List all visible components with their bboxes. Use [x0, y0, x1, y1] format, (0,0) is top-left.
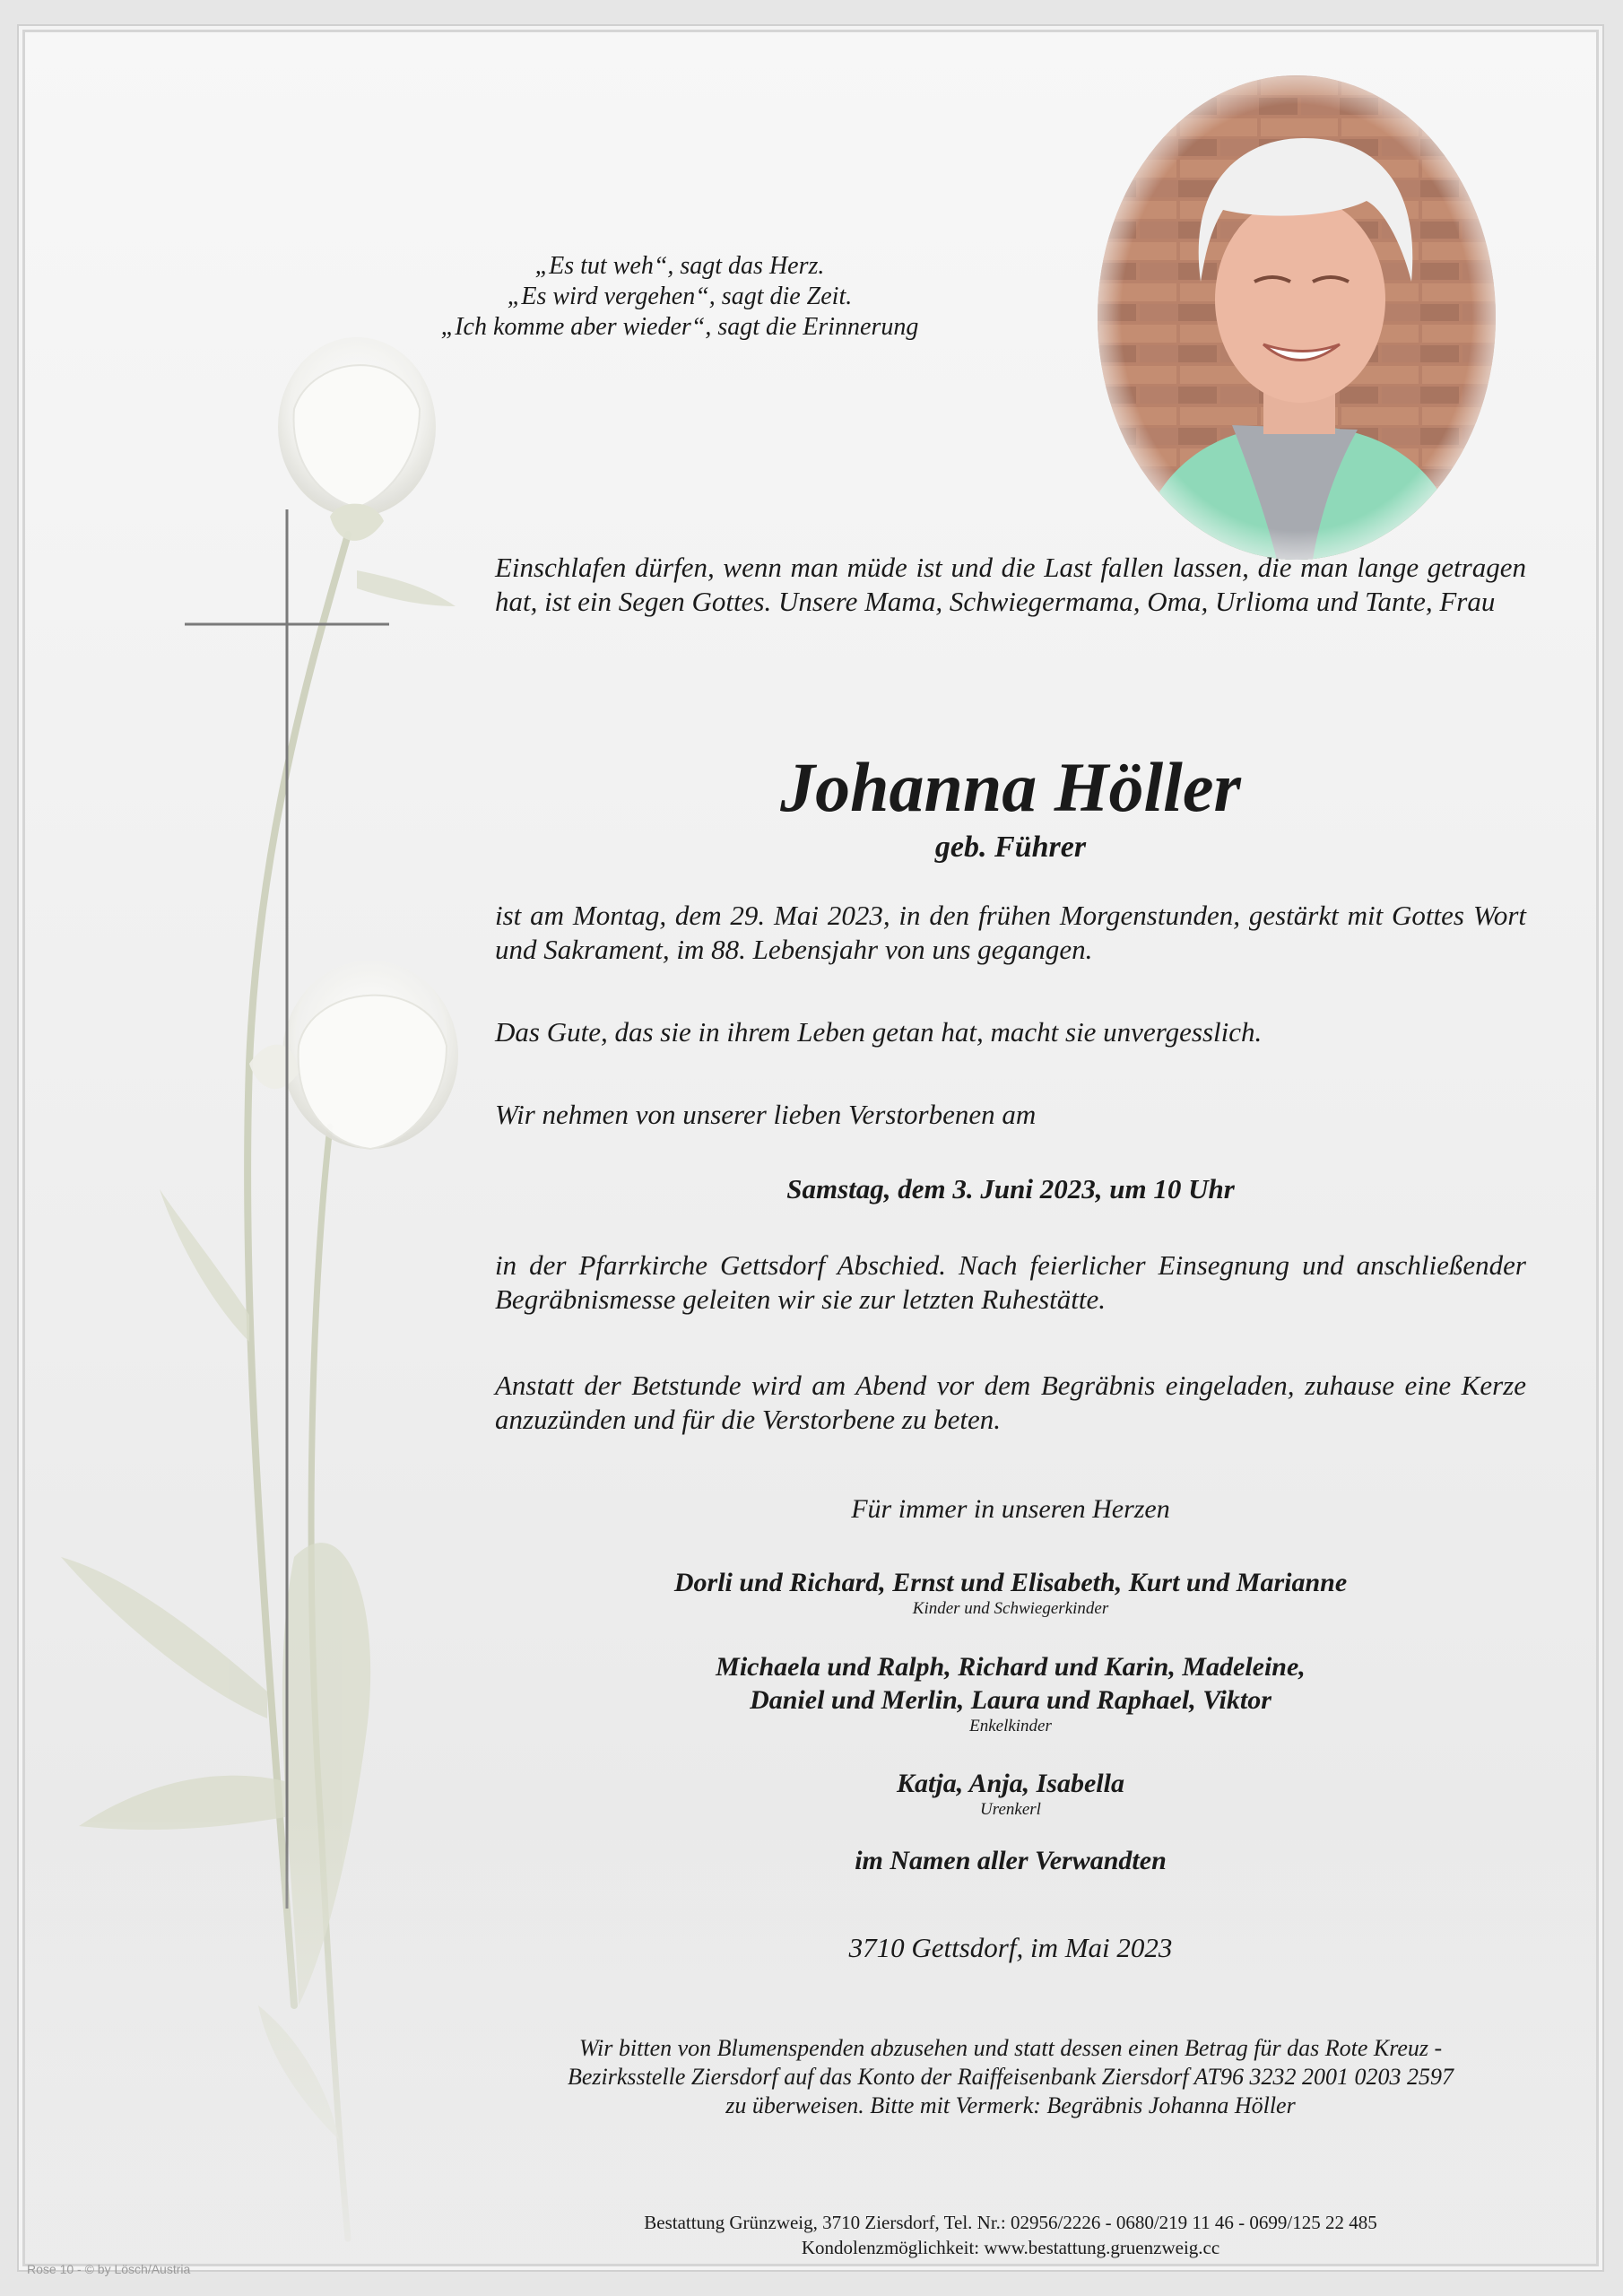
portrait-photo [1098, 75, 1496, 560]
donation-request [495, 2034, 1526, 2120]
image-credit: Rose 10 - © by Lösch/Austria [27, 2262, 191, 2276]
service-datetime: Samstag, dem 3. Juni 2023, um 10 Uhr [786, 1173, 1235, 1205]
farewell-intro: Wir nehmen von unserer lieben Verstorbenen am [495, 1099, 1037, 1130]
maiden-name: geb. Führer [934, 831, 1087, 864]
place-date: 3710 Gettsdorf, im Mai 2023 [848, 1932, 1173, 1963]
funeral-home-footer [495, 2210, 1526, 2260]
quote-line: „Es tut weh“, sagt das Herz. [534, 252, 825, 280]
poem-quote [411, 251, 949, 343]
children-label: Kinder und Schwiegerkinder [912, 1599, 1109, 1618]
obituary-page [25, 32, 1596, 2264]
prayer-note: Anstatt der Betstunde wird am Abend vor dem Begräbnis eingeladen, zuhause eine Kerze anzuzünden und für die Verstorbene zu beten. [495, 1370, 1526, 1435]
funeral-home-contact: Bestattung Grünzweig, 3710 Ziersdorf, Tel. Nr.: 02956/2226 - 0680/219 11 46 - 0699/125 22 485 [644, 2212, 1377, 2233]
intro-paragraph: Einschlafen dürfen, wenn man müde ist und die Last fallen lassen, die man lange getragen hat, ist ein Segen Gottes. Unsere Mama, Schwiegermama, Oma, Urlioma und Tante, Frau [495, 552, 1526, 617]
children-names: Dorli und Richard, Ernst und Elisabeth, Kurt und Marianne [673, 1568, 1348, 1597]
mourners-great-grandchildren [495, 1767, 1526, 1820]
donation-line: zu überweisen. Bitte mit Vermerk: Begräbnis Johanna Höller [725, 2092, 1296, 2118]
donation-line: Bezirksstelle Ziersdorf auf das Konto der Raiffeisenbank Ziersdorf AT96 3232 2001 0203 2597 [568, 2064, 1454, 2090]
portrait-photo-icon [1098, 75, 1496, 560]
relatives-line: im Namen aller Verwandten [855, 1846, 1167, 1875]
mourners-grandchildren [495, 1650, 1526, 1736]
forever-line: Für immer in unseren Herzen [851, 1494, 1170, 1524]
grandchildren-label: Enkelkinder [969, 1717, 1052, 1735]
deceased-name: Johanna Höller [780, 748, 1241, 826]
grandchildren-names-line1: Michaela und Ralph, Richard und Karin, Madeleine, [716, 1652, 1306, 1682]
mourners-children [495, 1566, 1526, 1619]
great-grandchildren-label: Urenkerl [980, 1800, 1041, 1819]
service-place: in der Pfarrkirche Gettsdorf Abschied. Nach feierlicher Einsegnung und anschließender Begräbnismesse geleiten wir sie zur letzten Ruhestätte. [495, 1249, 1526, 1315]
great-grandchildren-names: Katja, Anja, Isabella [897, 1769, 1124, 1798]
quote-line: „Es wird vergehen“, sagt die Zeit. [507, 283, 853, 310]
memory-text: Das Gute, das sie in ihrem Leben getan hat, macht sie unvergesslich. [495, 1016, 1263, 1048]
grandchildren-names-line2: Daniel und Merlin, Laura und Raphael, Viktor [750, 1685, 1271, 1715]
donation-line: Wir bitten von Blumenspenden abzusehen und statt dessen einen Betrag für das Rote Kreuz - [578, 2035, 1443, 2061]
death-notice: ist am Montag, dem 29. Mai 2023, in den frühen Morgenstunden, gestärkt mit Gottes Wort und Sakrament, im 88. Lebensjahr von uns gegangen. [495, 900, 1526, 965]
condolence-website: Kondolenzmöglichkeit: www.bestattung.gruenzweig.cc [801, 2237, 1220, 2258]
quote-line: „Ich komme aber wieder“, sagt die Erinnerung [440, 313, 919, 341]
